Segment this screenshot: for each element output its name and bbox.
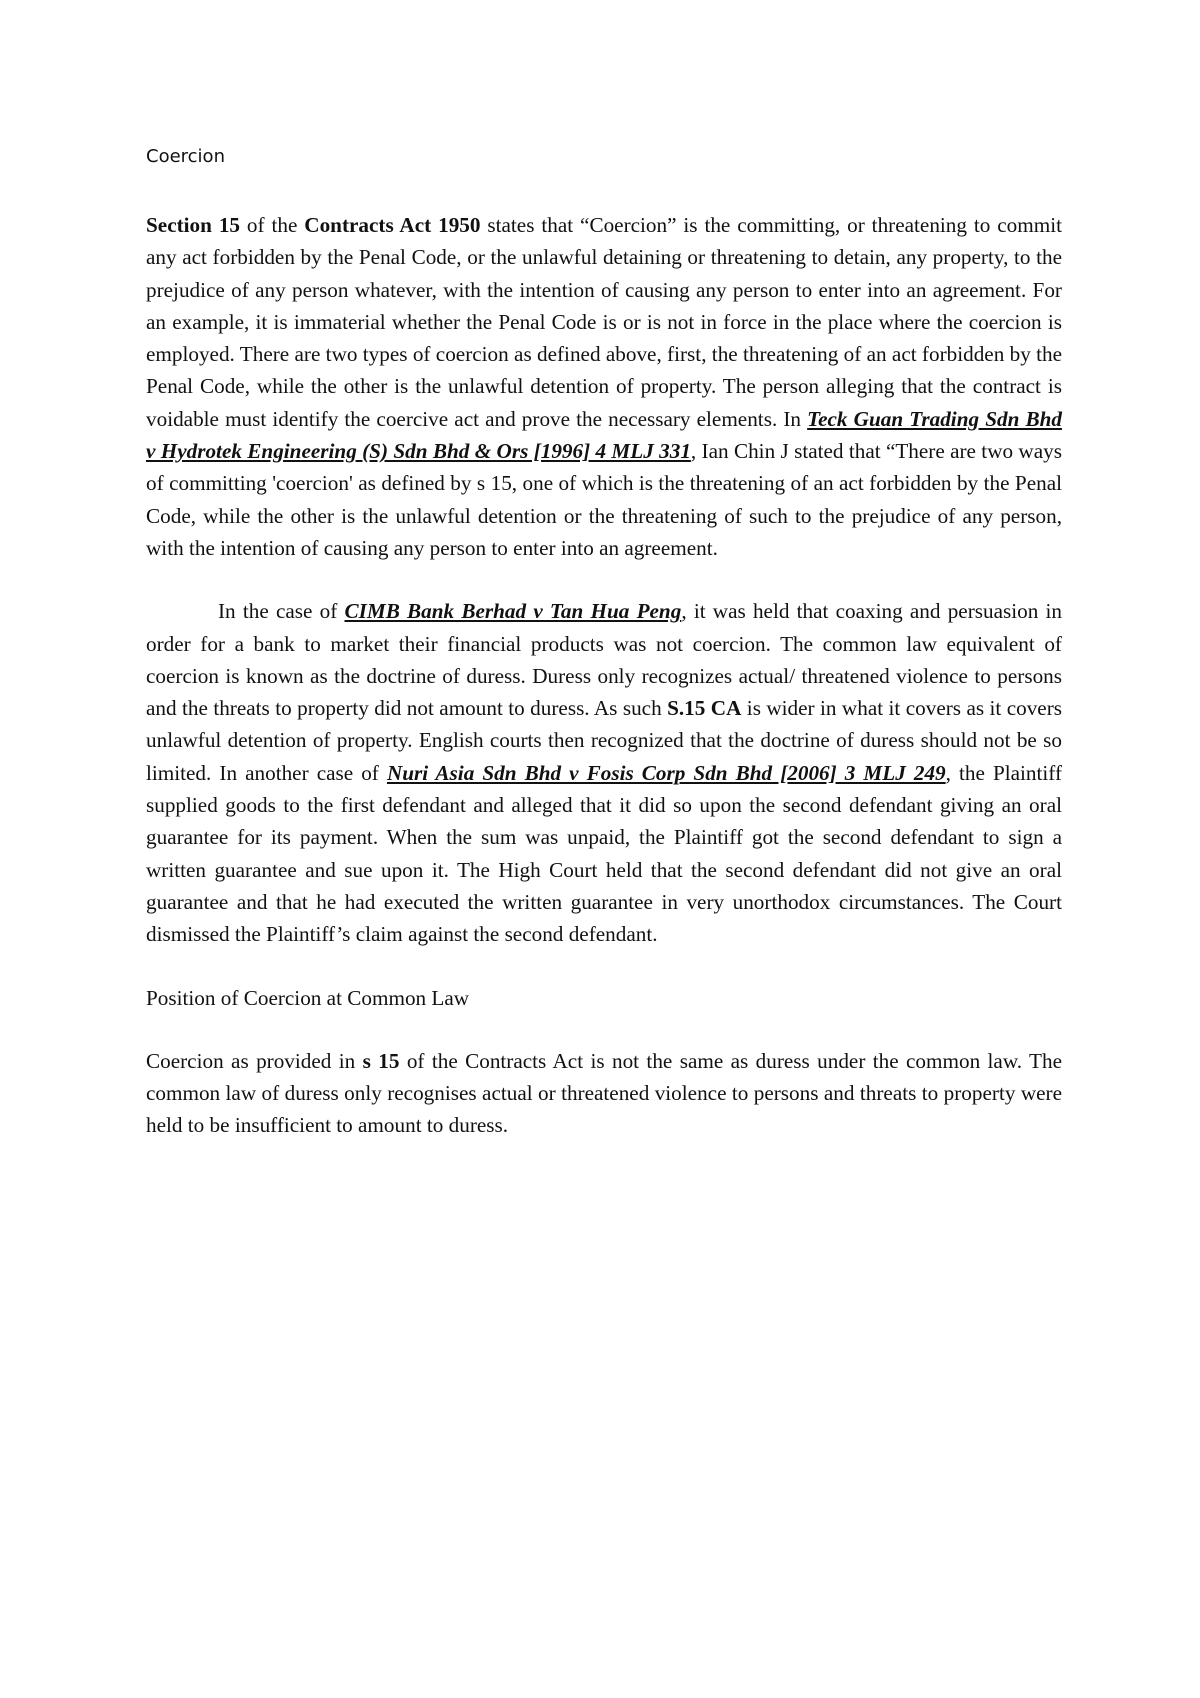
case-link-nuri-asia[interactable]: Nuri Asia Sdn Bhd v Fosis Corp Sdn Bhd [2006] 3 MLJ 249 <box>386 760 946 785</box>
text-run: , the Plaintiff supplied goods to the first defendant and alleged that it did so upon the second defendant giving an oral guarantee for its payment. When the sum was unpaid, the Plaintiff got the second defendant to sign a written guarantee and sue upon it. The High Court held that the second defendant did not give an oral guarantee and that he had executed the written guarantee in very unorthodox circumstances. The Court dismissed the Plaintiff’s claim against the second defendant. <box>146 760 1063 947</box>
document-body <box>146 145 1062 1142</box>
case-link-cimb[interactable]: CIMB Bank Berhad v Tan Hua Peng <box>344 599 682 624</box>
text-run: of the <box>240 213 305 237</box>
paragraph-section-15 <box>146 209 1062 564</box>
case-link-teck-guan[interactable]: Teck Guan Trading Sdn Bhd v Hydrotek Engineering (S) Sdn Bhd & Ors [1996] 4 MLJ 331 <box>146 406 1062 464</box>
section-15-ref: Section 15 <box>146 213 241 237</box>
text-run: Coercion as provided in <box>146 1048 363 1073</box>
paragraph-spacer <box>146 951 1062 982</box>
text-run: is wider in what it covers as it covers unlawful detention of property. English courts then recognized that the doctrine of duress should not be so limited. In another case of <box>146 696 1063 785</box>
text-run: states that “Coercion” is the committing, or threatening to commit any act forbidden by the Penal Code, or the unlawful detaining or threatening to detain, any property, to the prejudice of any person whatever, with the intention of causing any person to enter into an agreement. For an example, it is immaterial whether the Penal Code is or is not in force in the place where the coercion is employed. There are two types of coercion as defined above, first, the threatening of an act forbidden by the Penal Code, while the other is the unlawful detention of property. The person alleging that the contract is voidable must identify the coercive act and prove the necessary elements. In <box>146 213 1063 431</box>
text-run: , it was held that coaxing and persuasion in order for a bank to market their financial products was not coercion. The common law equivalent of coercion is known as the doctrine of duress. Duress only recognizes actual/ threatened violence to persons and the threats to property did not amount to duress. As such <box>146 599 1063 721</box>
paragraph-cimb-case <box>146 595 1062 950</box>
s15-ca-ref: S.15 CA <box>667 696 742 721</box>
section-subheading: Position of Coercion at Common Law <box>146 985 470 1010</box>
text-run: In the case of <box>218 599 345 624</box>
text-run: , Ian Chin J stated that “There are two ways of committing 'coercion' as defined by s 15, one of which is the threatening of an act forbidden by the Penal Code, while the other is the unlawful detention or the threatening of such to the prejudice of any person, with the intention of causing any person to enter into an agreement. <box>146 439 1062 560</box>
s15-ref: s 15 <box>362 1048 400 1073</box>
document-title: Coercion <box>146 146 225 167</box>
contracts-act-ref: Contracts Act 1950 <box>304 213 481 237</box>
text-run: of the Contracts Act is not the same as duress under the common law. The common law of duress only recognises actual or threatened violence to persons and threats to property were held to be insufficient to amount to duress. <box>146 1048 1062 1138</box>
paragraph-spacer <box>146 1014 1062 1045</box>
paragraph-spacer <box>146 564 1062 595</box>
paragraph-common-law <box>146 1045 1062 1142</box>
